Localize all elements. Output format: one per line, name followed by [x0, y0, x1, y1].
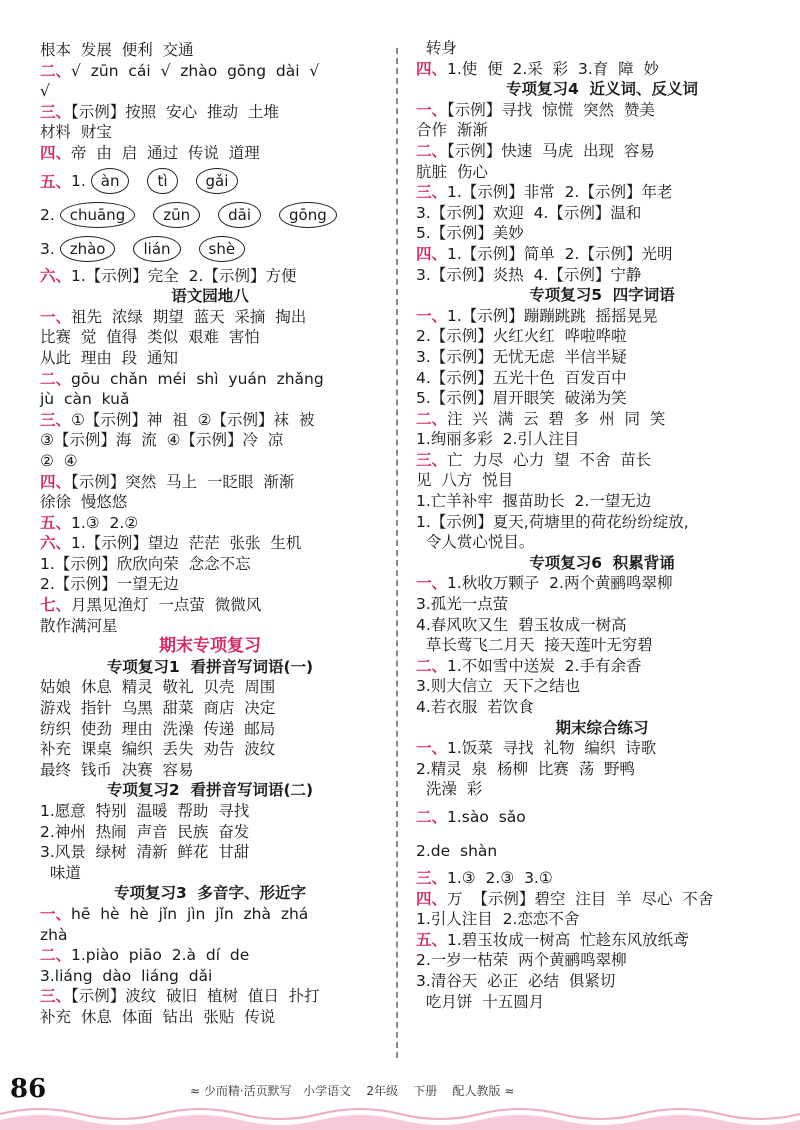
- answer-text: 2.【示例】火红火红 哗啦哗啦: [416, 327, 627, 346]
- answer-text: 1.【示例】望边 茫茫 张张 生机: [71, 534, 302, 553]
- answer-line: [40, 760, 380, 781]
- answer-text: hē hè hè jǐn jìn jǐn zhà zhá: [71, 904, 309, 923]
- answer-text: 草长莺飞二月天 接天莲叶无穷碧: [416, 636, 653, 655]
- circled-pinyin: dāi: [218, 202, 261, 228]
- answer-text: 1.piào piāo 2.à dí de: [71, 946, 250, 965]
- answer-line: [40, 863, 380, 884]
- answer-text: 1.碧玉妆成一树高 忙趁东风放纸鸢: [447, 930, 689, 949]
- question-marker: 三、: [416, 868, 448, 887]
- answer-text: 1.秋收万颗子 2.两个黄鹂鸣翠柳: [447, 574, 673, 593]
- answer-line: [416, 971, 788, 992]
- answer-text: 1.【示例】蹦蹦跳跳 摇摇晃晃: [447, 306, 658, 325]
- circled-pinyin: shè: [199, 236, 246, 262]
- answer-line: [40, 102, 380, 123]
- answer-text: 徐徐 慢悠悠: [40, 493, 128, 512]
- answer-text: 2.: [40, 205, 55, 224]
- question-marker: 五、: [40, 513, 72, 532]
- answer-text: 1.③ 2.②: [71, 513, 139, 532]
- question-marker: 一、: [40, 307, 72, 326]
- circled-pinyin: gǎi: [196, 168, 239, 194]
- answer-text: ①【示例】神 祖 ②【示例】袜 被: [71, 410, 315, 429]
- subsection-heading: 专项复习2 看拼音写词语(二): [106, 781, 314, 800]
- answer-line: [416, 992, 788, 1013]
- answer-line: [40, 616, 380, 637]
- subsection-heading: 专项复习5 四字词语: [529, 286, 675, 305]
- question-marker: 一、: [416, 574, 448, 593]
- answer-text: zhà: [40, 925, 68, 944]
- answer-text: 合作 渐渐: [416, 121, 488, 140]
- answer-text: 2.神州 热闹 声音 民族 奋发: [40, 822, 250, 841]
- answer-line: [416, 141, 788, 162]
- answer-line: [40, 925, 380, 946]
- answer-text: 3.: [40, 239, 55, 258]
- answer-line: [416, 100, 788, 121]
- question-marker: 一、: [40, 904, 72, 923]
- answer-line: [40, 513, 380, 534]
- question-marker: 三、: [40, 987, 72, 1006]
- question-marker: 二、: [40, 946, 72, 965]
- answer-line: [40, 492, 380, 513]
- answer-line: [40, 677, 380, 698]
- answer-text: 3.【示例】无忧无虑 半信半疑: [416, 347, 627, 366]
- answer-line: [40, 369, 380, 390]
- answer-text: 姑娘 休息 精灵 敬礼 贝壳 周围: [40, 678, 276, 697]
- page-footer: [0, 1072, 800, 1130]
- answer-text: 帝 由 启 通过 传说 道理: [71, 143, 260, 162]
- answer-line: [40, 307, 380, 328]
- answer-text: 祖先 浓绿 期望 蓝天 采摘 掏出: [71, 307, 307, 326]
- answer-line: [416, 347, 788, 368]
- question-marker: 三、: [40, 410, 72, 429]
- question-marker: 四、: [416, 889, 448, 908]
- answer-text: 3.孤光一点萤: [416, 595, 509, 614]
- question-marker: 六、: [40, 534, 72, 553]
- answer-text: 味道: [40, 863, 81, 882]
- answer-line: [40, 61, 380, 82]
- answer-line: [416, 450, 788, 471]
- answer-line: [416, 656, 788, 677]
- answer-text: 1.引人注目 2.恋恋不舍: [416, 910, 580, 929]
- answer-text: 1.绚丽多彩 2.引人注目: [416, 430, 580, 449]
- answer-line: [40, 945, 380, 966]
- subsection-heading: 专项复习1 看拼音写词语(一): [106, 657, 314, 676]
- question-marker: 二、: [416, 656, 448, 675]
- circled-pinyin: lián: [133, 236, 180, 262]
- question-marker: 二、: [40, 369, 72, 388]
- answer-text: ③【示例】海 流 ④【示例】冷 凉: [40, 431, 284, 450]
- answer-line: [416, 59, 788, 80]
- answer-text: √: [40, 82, 50, 101]
- answer-text: 最终 钱币 决赛 容易: [40, 760, 194, 779]
- answer-line: [40, 698, 380, 719]
- answer-text: 补充 课桌 编织 丢失 劝告 波纹: [40, 740, 276, 759]
- answer-line: [40, 986, 380, 1007]
- answer-text: 1.【示例】完全 2.【示例】方便: [71, 266, 297, 285]
- answer-line: [416, 594, 788, 615]
- answer-line: [40, 164, 380, 198]
- answer-text: 1.【示例】简单 2.【示例】光明: [447, 244, 673, 263]
- answer-line: [40, 822, 380, 843]
- answer-line: [416, 615, 788, 636]
- answer-line: [416, 800, 788, 834]
- circled-pinyin: gōng: [279, 202, 337, 228]
- answer-text: 2.de shàn: [416, 841, 498, 860]
- answer-text: 万 【示例】碧空 注目 羊 尽心 不舍: [447, 889, 714, 908]
- answer-line: [40, 472, 380, 493]
- answer-line: [416, 635, 788, 656]
- question-marker: 一、: [416, 306, 448, 325]
- answer-text: 【示例】寻找 惊慌 突然 赞美: [447, 100, 655, 119]
- answer-text: 转身: [416, 39, 457, 57]
- answer-text: 5.【示例】美妙: [416, 224, 524, 243]
- section-title: 期末专项复习: [159, 636, 261, 657]
- circled-pinyin: chuāng: [60, 202, 135, 228]
- circled-pinyin: zhào: [60, 236, 116, 262]
- answer-text: 1.亡羊补牢 揠苗助长 2.一望无边: [416, 492, 652, 511]
- question-marker: 一、: [416, 739, 448, 758]
- column-divider: [396, 48, 398, 1058]
- answer-text: 注 兴 满 云 碧 多 州 同 笑: [447, 409, 666, 428]
- answer-line: [416, 532, 788, 553]
- answer-text: 4.若衣服 若饮食: [416, 698, 534, 716]
- question-marker: 三、: [416, 183, 448, 202]
- answer-text: 1.sào sǎo: [447, 807, 526, 826]
- answer-line: [40, 451, 380, 472]
- answer-text: 1.饭菜 寻找 礼物 编织 诗歌: [447, 739, 657, 758]
- page-number: 86: [10, 1074, 47, 1104]
- answer-line: [40, 327, 380, 348]
- answer-line: [416, 162, 788, 183]
- question-marker: 六、: [40, 266, 72, 285]
- answer-line: [416, 779, 788, 800]
- answer-text: 1.【示例】欣欣向荣 念念不忘: [40, 554, 251, 573]
- answer-text: 游戏 指针 乌黑 甜菜 商店 决定: [40, 699, 276, 718]
- answer-text: 月黑见渔灯 一点萤 微微风: [71, 596, 262, 615]
- question-marker: 二、: [416, 141, 448, 160]
- answer-text: ② ④: [40, 451, 78, 470]
- answer-line: [40, 232, 380, 266]
- answer-text: 3.【示例】欢迎 4.【示例】温和: [416, 203, 642, 222]
- answer-line: [40, 266, 380, 287]
- answer-text: 比赛 觉 值得 类似 艰难 害怕: [40, 328, 260, 347]
- question-marker: 三、: [416, 450, 448, 469]
- answer-text: 令人赏心悦目。: [416, 533, 535, 552]
- answer-line: [40, 966, 380, 987]
- answer-line: [416, 759, 788, 780]
- answer-line: [416, 120, 788, 141]
- subsection-heading: 语文园地八: [171, 287, 249, 306]
- question-marker: 四、: [40, 143, 72, 162]
- answer-text: 1.③ 2.③ 3.①: [447, 868, 553, 887]
- subsection-heading: 专项复习4 近义词、反义词: [505, 80, 699, 99]
- answer-line: [40, 40, 380, 61]
- answer-line: [416, 203, 788, 224]
- answer-text: 4.【示例】五光十色 百发百中: [416, 368, 627, 387]
- answer-line: [40, 198, 380, 232]
- answer-text: 从此 理由 段 通知: [40, 348, 179, 367]
- answer-line: [416, 512, 788, 533]
- answer-text: 1.不如雪中送炭 2.手有余香: [447, 656, 642, 675]
- answer-line: [416, 368, 788, 389]
- question-marker: 四、: [416, 244, 448, 263]
- answer-line: [40, 595, 380, 616]
- question-marker: 二、: [416, 409, 448, 428]
- question-marker: 三、: [40, 102, 72, 121]
- answer-line: [416, 182, 788, 203]
- answer-text: 散作满河星: [40, 616, 118, 635]
- answer-line: [40, 842, 380, 863]
- question-marker: 四、: [416, 59, 448, 78]
- answer-line: [416, 470, 788, 491]
- answer-line: [40, 574, 380, 595]
- question-marker: 二、: [40, 61, 72, 80]
- answer-text: 3.风景 绿树 清新 鲜花 甘甜: [40, 843, 250, 862]
- answer-line: [40, 533, 380, 554]
- question-marker: 一、: [416, 100, 448, 119]
- circled-pinyin: àn: [91, 168, 130, 194]
- answer-line: [40, 801, 380, 822]
- answer-text: 5.【示例】眉开眼笑 破涕为笑: [416, 389, 627, 408]
- answer-text: 2.精灵 泉 杨柳 比赛 荡 野鸭: [416, 759, 636, 778]
- answer-line: [416, 738, 788, 759]
- answer-text: 洗澡 彩: [416, 780, 483, 799]
- answer-text: jù càn kuǎ: [40, 390, 130, 409]
- answer-text: 【示例】快速 马虎 出现 容易: [447, 141, 655, 160]
- answer-text: 肮脏 伤心: [416, 162, 488, 181]
- answer-text: 补充 休息 体面 钻出 张贴 传说: [40, 1007, 276, 1026]
- answer-line: [416, 868, 788, 889]
- answer-text: 根本 发展 便利 交通: [40, 41, 194, 59]
- circled-pinyin: tì: [147, 168, 177, 194]
- answer-line: [40, 719, 380, 740]
- answer-text: 材料 财宝: [40, 123, 112, 142]
- answer-line: [40, 739, 380, 760]
- answer-text: 亡 力尽 心力 望 不舍 苗长: [447, 450, 652, 469]
- answer-line: [416, 676, 788, 697]
- answer-text: 【示例】突然 马上 一眨眼 渐渐: [71, 472, 295, 491]
- question-marker: 五、: [416, 930, 448, 949]
- answer-text: 【示例】波纹 破旧 植树 值日 扑打: [71, 987, 320, 1006]
- answer-line: [416, 930, 788, 951]
- subsection-heading: 期末综合练习: [555, 718, 649, 737]
- answer-text: 3.则大信立 天下之结也: [416, 677, 581, 696]
- answer-line: [40, 410, 380, 431]
- answer-text: 2.【示例】一望无边: [40, 575, 179, 594]
- answer-line: [40, 143, 380, 164]
- answer-text: gōu chǎn méi shì yuán zhǎng: [71, 369, 324, 388]
- answer-line: [416, 326, 788, 347]
- answer-line: [416, 388, 788, 409]
- answer-line: [40, 348, 380, 369]
- question-marker: 五、: [40, 172, 72, 191]
- answer-line: [416, 909, 788, 930]
- question-marker: 四、: [40, 472, 72, 491]
- answer-line: [416, 244, 788, 265]
- answer-line: [416, 38, 788, 59]
- circled-pinyin: zūn: [153, 202, 200, 228]
- answer-line: [416, 409, 788, 430]
- answer-text: 1.: [71, 171, 86, 190]
- answer-line: [40, 81, 380, 102]
- answer-text: 1.【示例】非常 2.【示例】年老: [447, 183, 673, 202]
- footer-wave-decoration: [0, 1100, 800, 1130]
- question-marker: 七、: [40, 596, 72, 615]
- right-column: [416, 38, 788, 1012]
- answer-text: 1.使 便 2.采 彩 3.育 障 妙: [447, 59, 660, 78]
- footer-text: ≈ 少而精·活页默写 小学语文 2年级 下册 配人教版 ≈: [190, 1084, 515, 1098]
- answer-line: [416, 697, 788, 718]
- answer-text: √ zūn cái √ zhào gōng dài √: [71, 61, 320, 80]
- subsection-heading: 专项复习6 积累背诵: [529, 553, 675, 572]
- answer-text: 1.【示例】夏天,荷塘里的荷花纷纷绽放,: [416, 512, 689, 531]
- answer-line: [40, 554, 380, 575]
- answer-text: 纺织 使劲 理由 洗澡 传递 邮局: [40, 719, 276, 738]
- answer-line: [416, 306, 788, 327]
- answer-text: 3.【示例】炎热 4.【示例】宁静: [416, 265, 642, 284]
- answer-line: [416, 950, 788, 971]
- answer-line: [416, 223, 788, 244]
- answer-line: [416, 889, 788, 910]
- answer-text: 4.春风吹又生 碧玉妆成一树高: [416, 615, 627, 634]
- answer-line: [40, 122, 380, 143]
- subsection-heading: 专项复习3 多音字、形近字: [113, 884, 307, 903]
- answer-text: 2.一岁一枯荣 两个黄鹂鸣翠柳: [416, 951, 627, 970]
- answer-text: 1.愿意 特别 温暖 帮助 寻找: [40, 802, 250, 820]
- question-marker: 二、: [416, 807, 448, 826]
- answer-line: [416, 834, 788, 868]
- answer-line: [40, 1007, 380, 1028]
- answer-line: [416, 429, 788, 450]
- answer-text: 3.清谷天 必正 必结 俱紧切: [416, 971, 616, 990]
- answer-line: [40, 904, 380, 925]
- answer-line: [416, 265, 788, 286]
- answer-line: [416, 573, 788, 594]
- answer-line: [40, 389, 380, 410]
- answer-text: 见 八方 悦目: [416, 471, 514, 490]
- answer-line: [40, 430, 380, 451]
- left-column: [40, 40, 380, 1028]
- answer-text: 【示例】按照 安心 推动 土堆: [71, 102, 279, 121]
- answer-text: 3.liáng dào liáng dǎi: [40, 966, 213, 985]
- answer-text: 吃月饼 十五圆月: [416, 992, 545, 1011]
- answer-line: [416, 491, 788, 512]
